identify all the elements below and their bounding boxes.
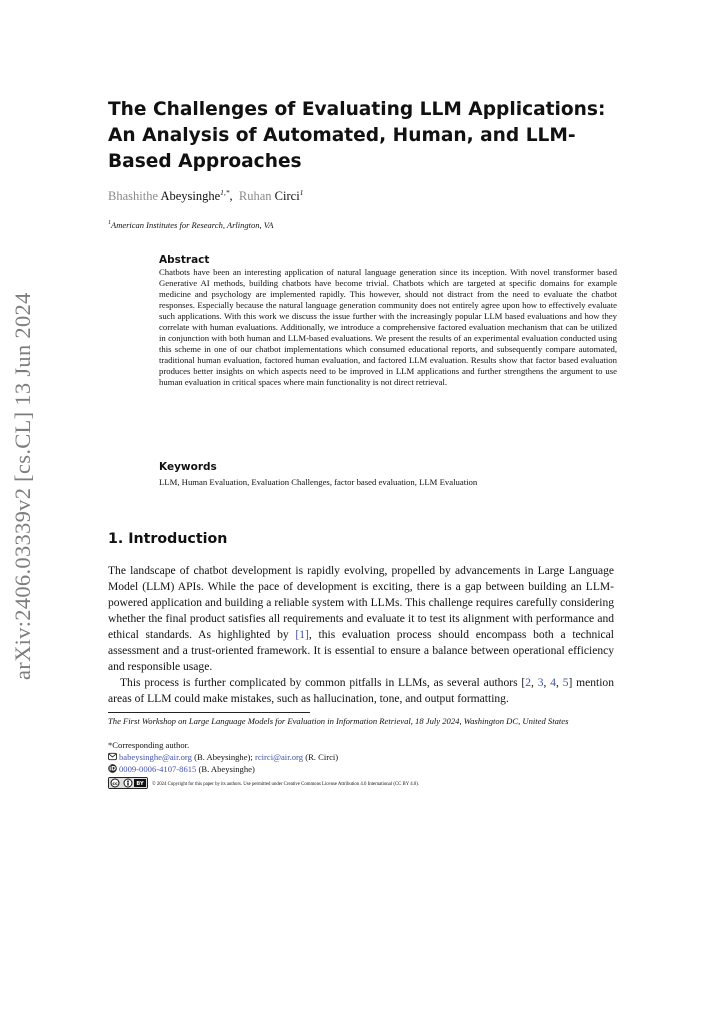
email-link-1[interactable]: babeysinghe@air.org bbox=[119, 752, 192, 762]
intro-p1-end: , this evaluation process should encompass both a technical assessment and a trust-oriented framework. It is essential to ensure a balance between operational efficiency and responsible usage. bbox=[108, 629, 614, 673]
footnote-copyright bbox=[108, 777, 419, 790]
citation-link-1[interactable]: [1] bbox=[295, 629, 309, 641]
svg-text:cc: cc bbox=[112, 781, 118, 787]
author-1-marks: 1,* bbox=[220, 188, 230, 197]
orcid-link[interactable]: 0009-0006-4107-8615 bbox=[119, 764, 197, 774]
intro-paragraph-2: This process is further complicated by common pitfalls in LLMs, as several authors [2, 3, 4, 5] mention areas of LLM could make mistakes, such as hallucination, tone, and output formatting. bbox=[108, 677, 614, 705]
email-1-owner: (B. Abeysinghe); bbox=[194, 752, 253, 762]
cc-by-license-icon bbox=[108, 777, 148, 789]
author-2-first-name: Ruhan bbox=[238, 189, 272, 204]
footnote-divider bbox=[108, 712, 310, 713]
abstract-heading: Abstract bbox=[159, 254, 210, 266]
email-link-2[interactable]: rcirci@air.org bbox=[254, 752, 304, 762]
affiliation-text: American Institutes for Research, Arlington, VA bbox=[111, 220, 274, 230]
keywords-heading: Keywords bbox=[159, 461, 217, 473]
author-2-marks: 1 bbox=[299, 188, 304, 197]
svg-text:BY: BY bbox=[136, 780, 144, 787]
footnote-emails bbox=[108, 752, 338, 764]
paper-title: The Challenges of Evaluating LLM Applications: An Analysis of Automated, Human, and LLM-Based Approaches bbox=[108, 99, 606, 172]
intro-p2-text: This process is further complicated by common pitfalls in LLMs, as several authors [ bbox=[120, 677, 526, 689]
copyright-text: © 2024 Copyright for this paper by its authors. Use permitted under Creative Commons License Attribution 4.0 International (CC BY 4.0). bbox=[152, 782, 419, 787]
intro-p2-end: ] mention areas of LLM could make mistakes, such as hallucination, tone, and output formatting. bbox=[108, 677, 614, 705]
author-1-last-name: Abeysinghe bbox=[160, 189, 221, 204]
citation-link-5[interactable]: 5 bbox=[562, 677, 569, 689]
keywords-text: LLM, Human Evaluation, Evaluation Challenges, factor based evaluation, LLM Evaluation bbox=[159, 477, 478, 487]
author-1-first-name: Bhashithe bbox=[108, 189, 158, 204]
section-number: 1. bbox=[108, 531, 124, 547]
affiliation-mark: 1 bbox=[108, 220, 111, 227]
citation-link-2[interactable]: 2 bbox=[525, 677, 532, 689]
affiliation bbox=[108, 220, 274, 230]
envelope-icon bbox=[108, 752, 117, 764]
intro-p1-text: The landscape of chatbot development is rapidly evolving, propelled by advancements in Large Language Model (LLM) APIs. While the pace of development is exciting, there is a gap between building an LLM-powered application and building a reliable system with LLMs. This challenge requires carefully considering whether the final product satisfies all requirements and evaluate it to test its alignment with performance and ethical standards. As highlighted by bbox=[108, 565, 614, 641]
abstract-text: Chatbots have been an interesting application of natural language generation since its inception. With novel transformer based Generative AI methods, building chatbots have become trivial. Chatbots which are targeted at specific domains for example medicine and psychology are implemented rapidly. This however, should not distract from the need to evaluate the chatbot responses. Especially because the natural language generation community does not entirely agree upon how to effectively evaluate such applications. With this work we discuss the issue further with the increasingly popular LLM based evaluations and how they correlate with human evaluations. Additionally, we introduce a comprehensive factored evaluation mechanism that can be utilized in conjunction with both human and LLM-based evaluations. We present the results of an experimental evaluation conducted using this scheme in one of our chatbot implementations which consumed educational reports, and subsequently compare automated, traditional human evaluation, factored human evaluation, and factored LLM evaluation. Results show that factor based evaluation produces better insights on which aspects need to be improved in LLM applications and further strengthens the argument to use human evaluation in critical spaces where main functionality is not direct retrieval. bbox=[159, 267, 617, 388]
citation-link-4[interactable]: 4 bbox=[550, 677, 556, 689]
footnote-orcid bbox=[108, 764, 255, 776]
section-title: Introduction bbox=[128, 531, 228, 547]
citation-link-3[interactable]: 3 bbox=[537, 677, 544, 689]
svg-text:iD: iD bbox=[109, 766, 116, 773]
introduction-heading bbox=[108, 531, 227, 547]
orcid-icon bbox=[108, 764, 117, 776]
arxiv-identifier: arXiv:2406.03339v2 [cs.CL] 13 Jun 2024 bbox=[10, 292, 35, 680]
orcid-owner: (B. Abeysinghe) bbox=[198, 764, 255, 774]
footnote-event: The First Workshop on Large Language Models for Evaluation in Information Retrieval, 18 July 2024, Washington DC, United States bbox=[108, 716, 569, 726]
email-2-owner: (R. Circi) bbox=[305, 752, 339, 762]
author-list: Bhashithe Abeysinghe$^{1,*}$, Ruhan Circi$^1$ bbox=[108, 188, 304, 204]
intro-paragraph-1 bbox=[108, 563, 614, 675]
footnote-corresponding: *Corresponding author. bbox=[108, 740, 190, 750]
author-2-last-name: Circi bbox=[274, 189, 300, 204]
